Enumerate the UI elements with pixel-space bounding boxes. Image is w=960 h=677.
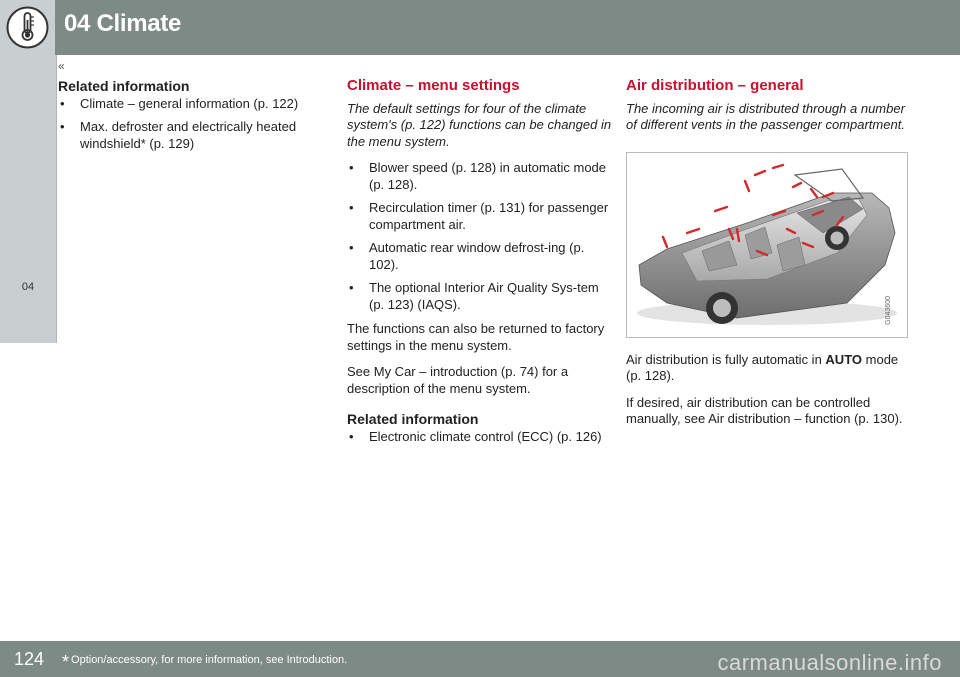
menu-settings-heading: Climate – menu settings bbox=[347, 77, 520, 94]
front-wheel bbox=[825, 226, 849, 250]
factory-settings-paragraph: The functions can also be returned to factory settings in the menu system. bbox=[347, 321, 605, 353]
side-tab-label: 04 bbox=[21, 281, 35, 293]
related-info-heading: Related information bbox=[347, 411, 479, 427]
menu-settings-lead: The default settings for four of the climate system's (p. 122) functions can be changed in the menu system. bbox=[347, 100, 612, 149]
airflow-arrow bbox=[715, 207, 727, 211]
related-info-list bbox=[58, 96, 308, 153]
airflow-arrow bbox=[663, 237, 667, 247]
list-item[interactable]: • Blower speed (p. 128) in automatic mode (p. 128). bbox=[347, 160, 612, 193]
column-menu-settings bbox=[347, 78, 612, 453]
airflow-arrow bbox=[773, 165, 783, 168]
air-distribution-heading: Air distribution – general bbox=[626, 77, 804, 94]
airflow-arrow bbox=[687, 229, 699, 233]
list-item[interactable]: • Electronic climate control (ECC) (p. 126) bbox=[347, 429, 612, 446]
back-arrows-icon[interactable]: « bbox=[58, 59, 63, 73]
auto-keyword: AUTO bbox=[825, 351, 863, 367]
thermometer-icon bbox=[0, 0, 55, 55]
airflow-arrow bbox=[755, 171, 765, 175]
footnote-star: * bbox=[62, 652, 70, 672]
my-car-paragraph[interactable]: See My Car – introduction (p. 74) for a description of the menu system. bbox=[347, 364, 569, 396]
air-distribution-lead: The incoming air is distributed through a number of different vents in the passenger compartment. bbox=[626, 100, 905, 132]
page-number: 124 bbox=[14, 649, 45, 669]
related-info-list bbox=[347, 429, 612, 446]
auto-mode-paragraph bbox=[626, 352, 911, 385]
chapter-side-tab[interactable] bbox=[0, 55, 57, 343]
list-item[interactable]: • Climate – general information (p. 122) bbox=[58, 96, 308, 113]
figure-code: G043600 bbox=[884, 295, 892, 325]
manual-control-paragraph[interactable]: If desired, air distribution can be controlled manually, see Air distribution – function (p. 130). bbox=[626, 394, 903, 426]
list-item[interactable]: • Max. defroster and electrically heated windshield* (p. 129) bbox=[58, 119, 308, 152]
chapter-icon-box bbox=[0, 0, 55, 55]
footnote-text: Option/accessory, for more information, see Introduction. bbox=[71, 654, 348, 666]
car-airflow-illustration bbox=[627, 153, 907, 337]
auto-text-after: mode (p. 128). bbox=[626, 351, 899, 383]
list-item[interactable]: • Automatic rear window defrost-ing (p. 102). bbox=[347, 240, 612, 273]
related-info-heading: Related information bbox=[58, 78, 190, 94]
list-item[interactable]: • Recirculation timer (p. 131) for passenger compartment air. bbox=[347, 200, 612, 233]
watermark-text: carmanualsonline.info bbox=[717, 650, 942, 675]
chapter-title: 04 Climate bbox=[64, 10, 182, 37]
air-distribution-figure bbox=[626, 152, 908, 338]
column-related-information bbox=[58, 78, 308, 160]
footnote bbox=[62, 652, 347, 673]
list-item[interactable]: • The optional Interior Air Quality Sys-tem (p. 123) (IAQS). bbox=[347, 280, 612, 313]
menu-settings-list bbox=[347, 160, 612, 313]
auto-text-before: Air distribution is fully automatic in bbox=[626, 351, 826, 367]
airflow-arrow bbox=[745, 181, 749, 191]
page-header bbox=[0, 0, 960, 55]
column-air-distribution bbox=[626, 78, 911, 438]
airflow-arrow bbox=[793, 183, 801, 187]
rear-wheel bbox=[706, 292, 738, 324]
